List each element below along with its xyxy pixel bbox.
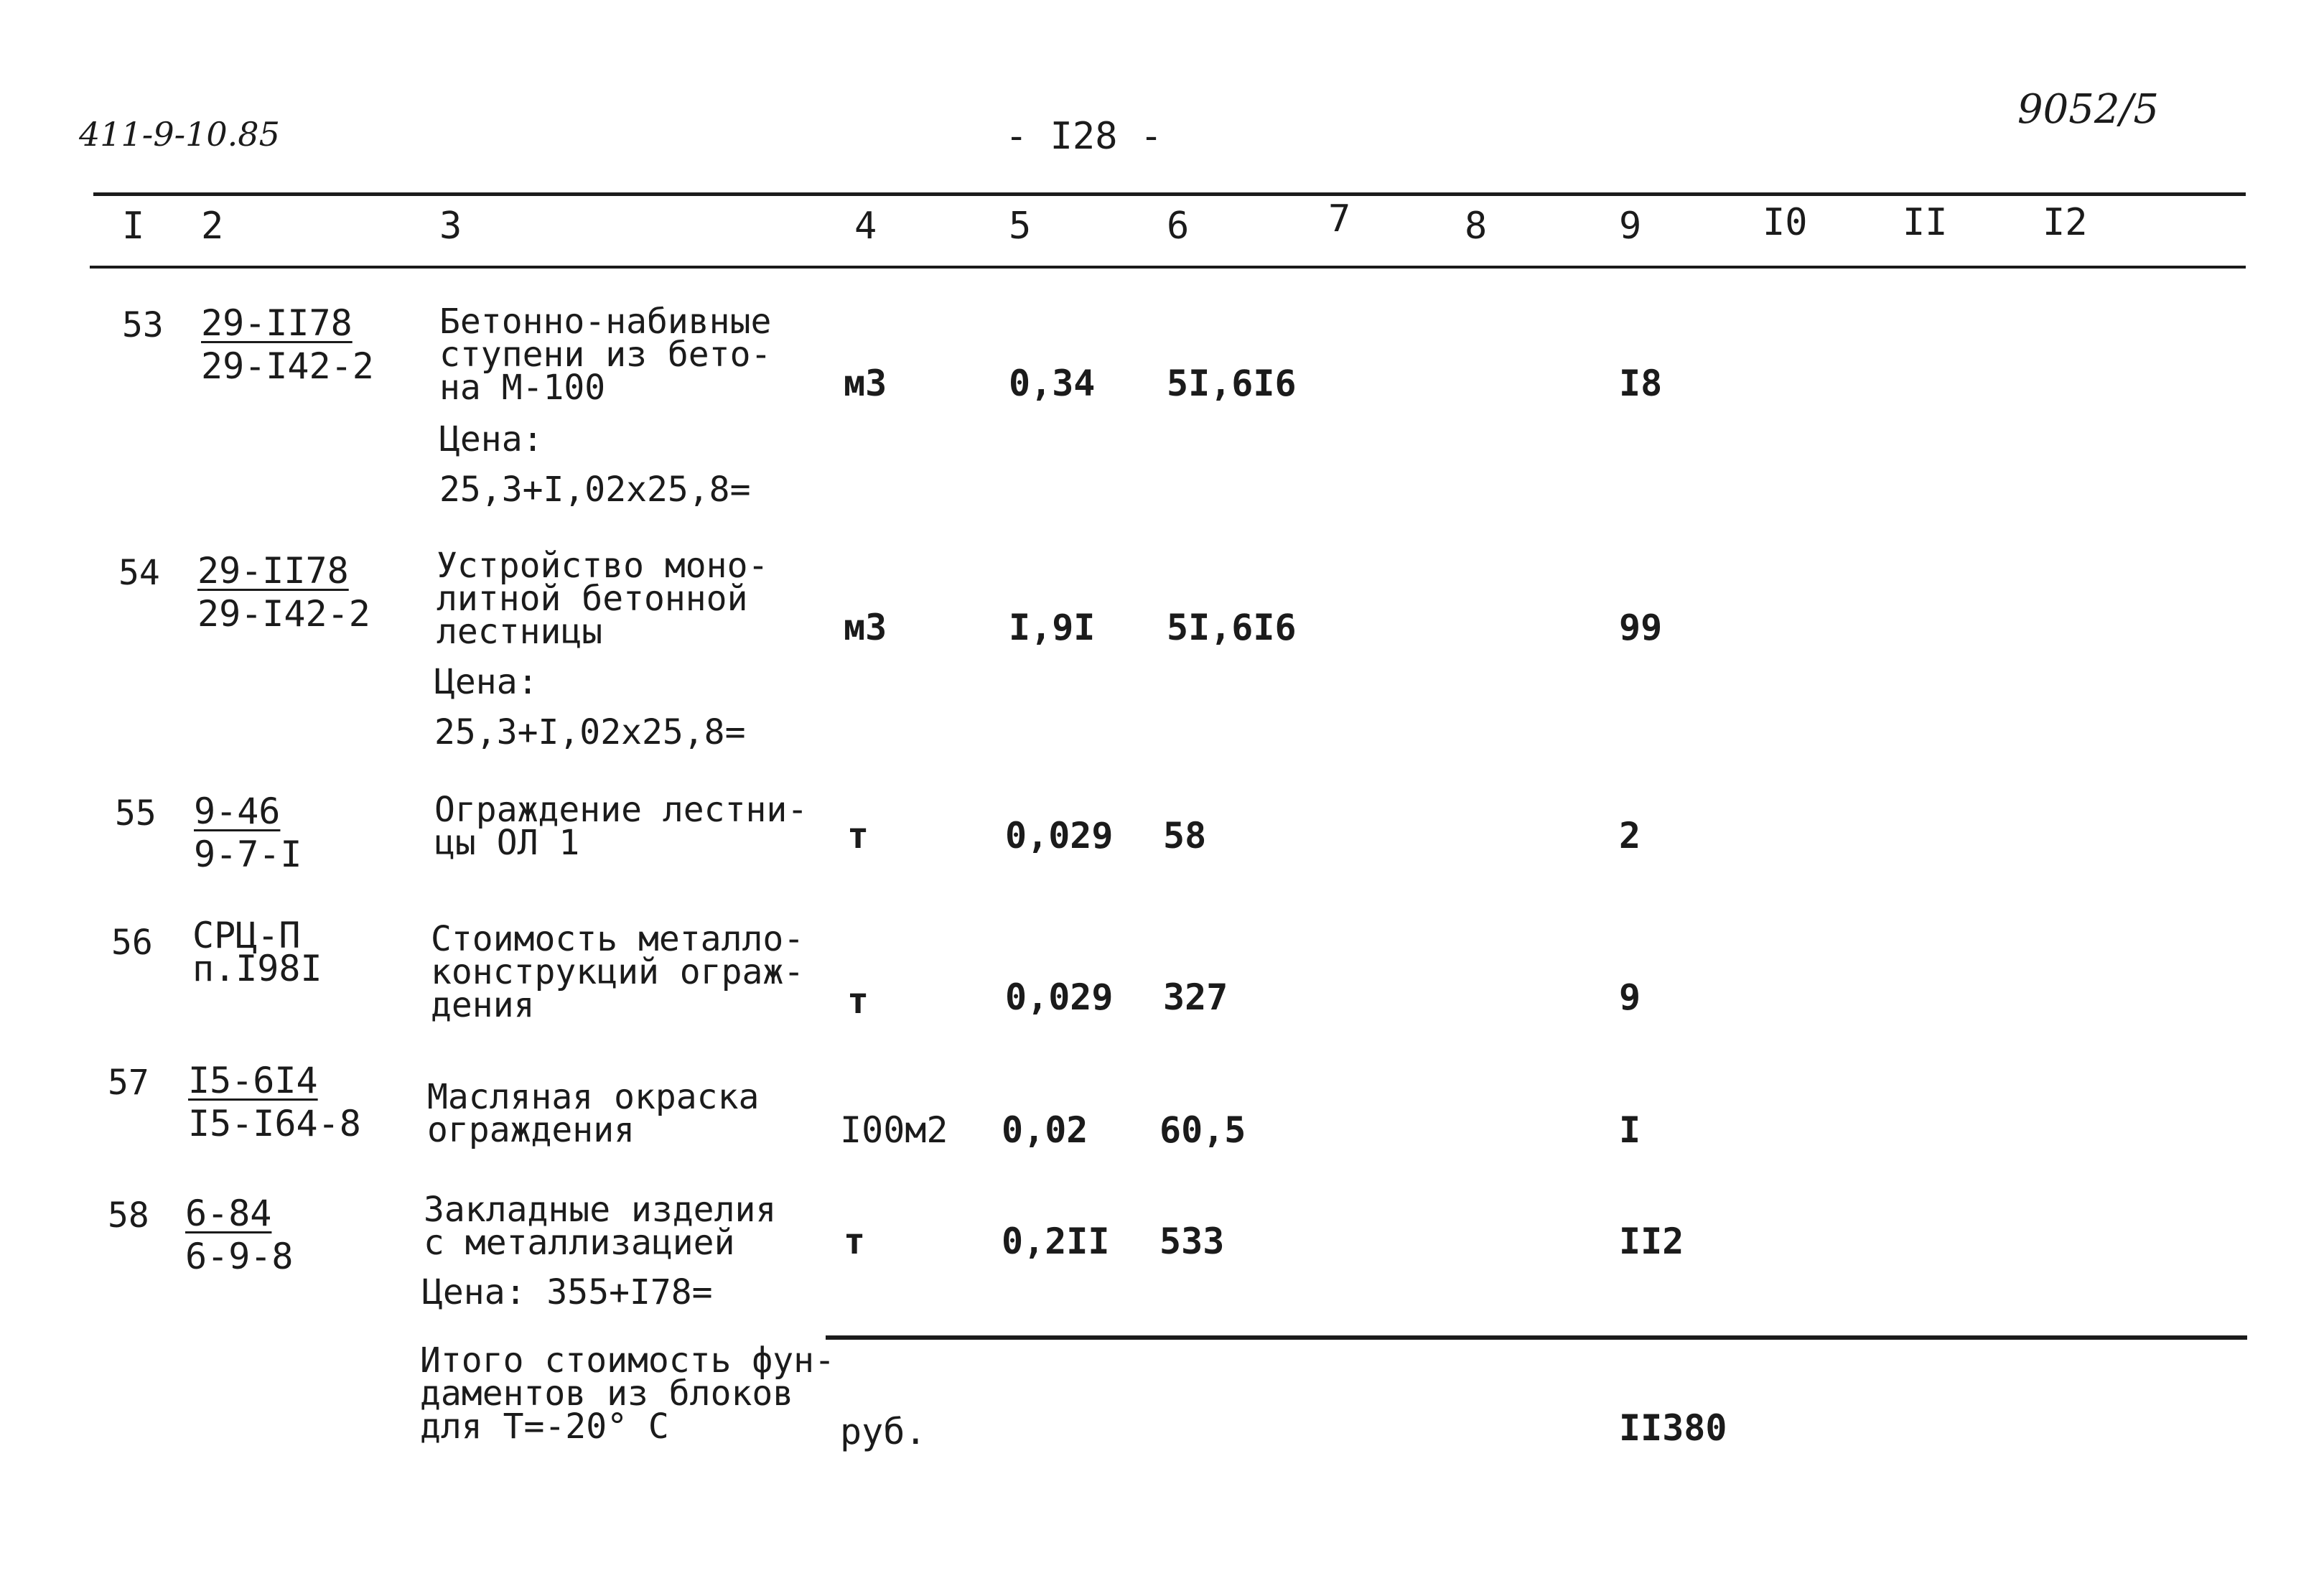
- description-line: цы ОЛ 1: [434, 823, 580, 863]
- description-line: Бетонно-набивные: [439, 302, 772, 342]
- norm-code-top: 29-II78: [201, 302, 353, 344]
- unit: т: [847, 815, 869, 857]
- description-line: Ограждение лестни-: [434, 790, 808, 830]
- norm-code-top: I5-6I4: [188, 1060, 318, 1101]
- description-line: Масляная окраска: [427, 1077, 760, 1117]
- norm-code-top: 9-46: [194, 790, 281, 832]
- table-top-rule: [93, 192, 2246, 196]
- description-line: лестницы: [437, 612, 603, 652]
- row-number: 53: [122, 305, 164, 345]
- unit-price: 5I,6I6: [1167, 363, 1297, 404]
- description-line: литной бетонной: [437, 579, 748, 619]
- price-formula: 25,3+I,02x25,8=: [434, 712, 746, 752]
- quantity: 0,2II: [1002, 1221, 1110, 1262]
- summary-description: [420, 1340, 835, 1447]
- column-header-10: I0: [1763, 201, 1808, 244]
- row-number: 58: [108, 1195, 149, 1236]
- page-number: - I28 -: [1005, 115, 1163, 158]
- column-header-11: II: [1903, 201, 1948, 244]
- document-code: 411-9-10.85: [79, 115, 280, 154]
- item-description: [424, 1190, 777, 1263]
- norm-code: [194, 790, 302, 876]
- quantity: 0,34: [1009, 363, 1096, 404]
- norm-code: [192, 915, 322, 989]
- quantity: I,9I: [1009, 607, 1096, 648]
- total-cost: 99: [1619, 607, 1663, 648]
- norm-code-bottom: I5-I64-8: [188, 1103, 361, 1144]
- price-formula: Цена: 355+I78=: [422, 1272, 713, 1312]
- norm-code-bottom: п.I98I: [192, 948, 322, 989]
- unit-price: 327: [1163, 976, 1228, 1018]
- total-cost: 9: [1619, 976, 1641, 1018]
- price-calculation: [439, 416, 750, 513]
- unit-price: 5I,6I6: [1167, 607, 1297, 648]
- unit-price: 58: [1163, 815, 1207, 857]
- price-label: Цена:: [434, 662, 538, 702]
- quantity: 0,029: [1005, 815, 1114, 857]
- total-cost: I8: [1619, 363, 1663, 404]
- unit: т: [847, 980, 869, 1022]
- column-header-7: 7: [1328, 197, 1351, 241]
- norm-code-bottom: 6-9-8: [185, 1236, 294, 1277]
- price-calculation: [434, 659, 745, 755]
- price-label: Цена:: [439, 419, 543, 460]
- norm-code-bottom: 29-I42-2: [197, 593, 370, 635]
- total-cost: II2: [1619, 1221, 1684, 1262]
- column-header-2: 2: [201, 205, 224, 248]
- norm-code: [185, 1192, 294, 1278]
- header-bottom-rule: [90, 266, 2246, 269]
- column-header-4: 4: [854, 205, 877, 248]
- norm-code-bottom: 29-I42-2: [201, 345, 374, 387]
- description-line: Стоимость металло-: [431, 919, 805, 959]
- unit: м3: [844, 363, 887, 404]
- document-reference: 9052/5: [2017, 86, 2160, 133]
- item-description: [427, 1077, 760, 1150]
- norm-code-top: 6-84: [185, 1193, 272, 1234]
- quantity: 0,029: [1005, 976, 1114, 1018]
- item-description: [437, 546, 769, 652]
- norm-code: [197, 549, 370, 635]
- description-line: Закладные изделия: [424, 1190, 777, 1230]
- unit: I00м2: [840, 1109, 948, 1151]
- total-cost: I: [1619, 1109, 1641, 1151]
- unit-price: 60,5: [1159, 1109, 1246, 1151]
- unit: т: [844, 1221, 866, 1262]
- column-header-12: I2: [2043, 201, 2088, 244]
- unit: м3: [844, 607, 887, 648]
- description-line: Устройство моно-: [437, 546, 769, 586]
- column-header-1: I: [122, 205, 145, 248]
- total-cost: 2: [1619, 815, 1641, 857]
- item-description: [434, 790, 808, 863]
- norm-code-top: СРЦ-П: [192, 915, 301, 956]
- column-header-9: 9: [1619, 205, 1642, 248]
- description-line: даментов из блоков: [420, 1373, 794, 1414]
- norm-code-top: 29-II78: [197, 550, 349, 592]
- description-line: ограждения: [427, 1110, 635, 1150]
- unit-price: 533: [1159, 1221, 1225, 1262]
- row-number: 56: [111, 923, 153, 963]
- norm-code: [188, 1059, 361, 1145]
- norm-code-bottom: 9-7-I: [194, 834, 302, 875]
- summary-unit: руб.: [840, 1411, 927, 1452]
- norm-code: [201, 302, 374, 388]
- description-line: конструкций ограж-: [431, 952, 805, 992]
- quantity: 0,02: [1002, 1109, 1088, 1151]
- description-line: дения: [431, 985, 535, 1025]
- item-description: [431, 919, 805, 1025]
- description-line: для Т=-20° С: [420, 1407, 669, 1447]
- column-header-8: 8: [1465, 205, 1488, 248]
- row-number: 55: [115, 793, 157, 834]
- summary-total: II380: [1619, 1407, 1727, 1449]
- summary-separator-rule: [826, 1335, 2247, 1340]
- row-number: 57: [108, 1063, 149, 1103]
- row-number: 54: [118, 553, 160, 593]
- description-line: на М-100: [439, 368, 606, 408]
- item-description: [439, 302, 772, 408]
- description-line: с металлизацией: [424, 1223, 735, 1263]
- column-header-6: 6: [1167, 205, 1190, 248]
- column-header-5: 5: [1009, 205, 1032, 248]
- price-calculation: [422, 1269, 713, 1315]
- column-header-3: 3: [439, 205, 462, 248]
- description-line: Итого стоимость фун-: [420, 1340, 835, 1381]
- price-formula: 25,3+I,02x25,8=: [439, 470, 751, 510]
- description-line: ступени из бето-: [439, 335, 772, 375]
